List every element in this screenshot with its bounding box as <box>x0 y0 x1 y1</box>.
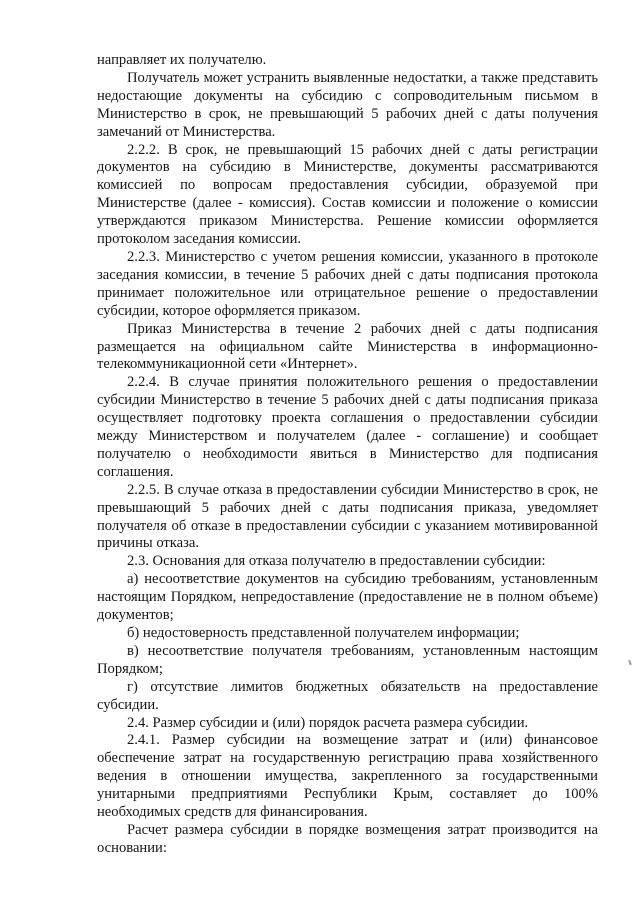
paragraph-recipient-corrections: Получатель может устранить выявленные недостатки, а также представить недостающие документы на субсидию с сопроводительным письмом в Министерство в срок, не превышающий 5 рабочих дней с даты получения замечаний от Министерства. <box>97 69 598 140</box>
scan-mark <box>628 660 632 665</box>
paragraph-2-2-3: 2.2.3. Министерство с учетом решения комиссии, указанного в протоколе заседания комиссии, в течение 5 рабочих дней с даты подписания протокола принимает положительное или отрицательное решение о предоставлении субсидии, которое оформляется приказом. <box>97 248 598 319</box>
paragraph-2-4-1: 2.4.1. Размер субсидии на возмещение затрат и (или) финансовое обеспечение затрат на государственную регистрацию права хозяйственного ведения в отношении имущества, закрепленного за государственными унитарными предприятиями Республики Крым, составляет до 100% необходимых средств для финансирования. <box>97 732 598 821</box>
paragraph-calculation-basis: Расчет размера субсидии в порядке возмещения затрат производится на основании: <box>97 821 598 856</box>
list-item-b: б) недостоверность представленной получателем информации; <box>127 625 520 641</box>
list-item-a: а) несоответствие документов на субсидию требованиям, установленным настоящим Порядком, непредоставление (предоставление не в полном объеме) документов; <box>97 571 598 624</box>
paragraph-2-4: 2.4. Размер субсидии и (или) порядок расчета размера субсидии. <box>127 714 529 731</box>
paragraph-order-publication: Приказ Министерства в течение 2 рабочих дней с даты подписания размещается на официальном сайте Министерства в информационно-телекоммуникационной сети «Интернет». <box>97 320 598 373</box>
paragraph-continuation: направляет их получателю. <box>97 52 267 68</box>
paragraph-2-2-4: 2.2.4. В случае принятия положительного решения о предоставлении субсидии Министерство в течение 5 рабочих дней с даты подписания приказа осуществляет подготовку проекта соглашения о предоставлении субсидии между Министерством и получателем (далее - соглашение) и сообщает получателю о необходимости явиться в Министерство для подписания соглашения. <box>97 374 598 480</box>
paragraph-2-3: 2.3. Основания для отказа получателю в предоставлении субсидии: <box>127 553 546 570</box>
paragraph-2-2-5: 2.2.5. В случае отказа в предоставлении субсидии Министерство в срок, не превышающий 5 рабочих дней с даты подписания приказа, уведомляет получателя об отказе в предоставлении субсидии с указанием мотивированной причины отказа. <box>97 481 598 552</box>
document-page <box>97 52 598 858</box>
paragraph-2-2-2: 2.2.2. В срок, не превышающий 15 рабочих дней с даты регистрации документов на субсидию в Министерстве, документы рассматриваются комиссией по вопросам предоставления субсидии, образуемой при Министерстве (далее - комиссия). Состав комиссии и положение о комиссии утверждаются приказом Министерства. Решение комиссии оформляется протоколом заседания комиссии. <box>97 141 598 248</box>
list-item-g: г) отсутствие лимитов бюджетных обязательств на предоставление субсидии. <box>97 678 598 713</box>
list-item-v: в) несоответствие получателя требованиям, установленным настоящим Порядком; <box>97 642 598 677</box>
